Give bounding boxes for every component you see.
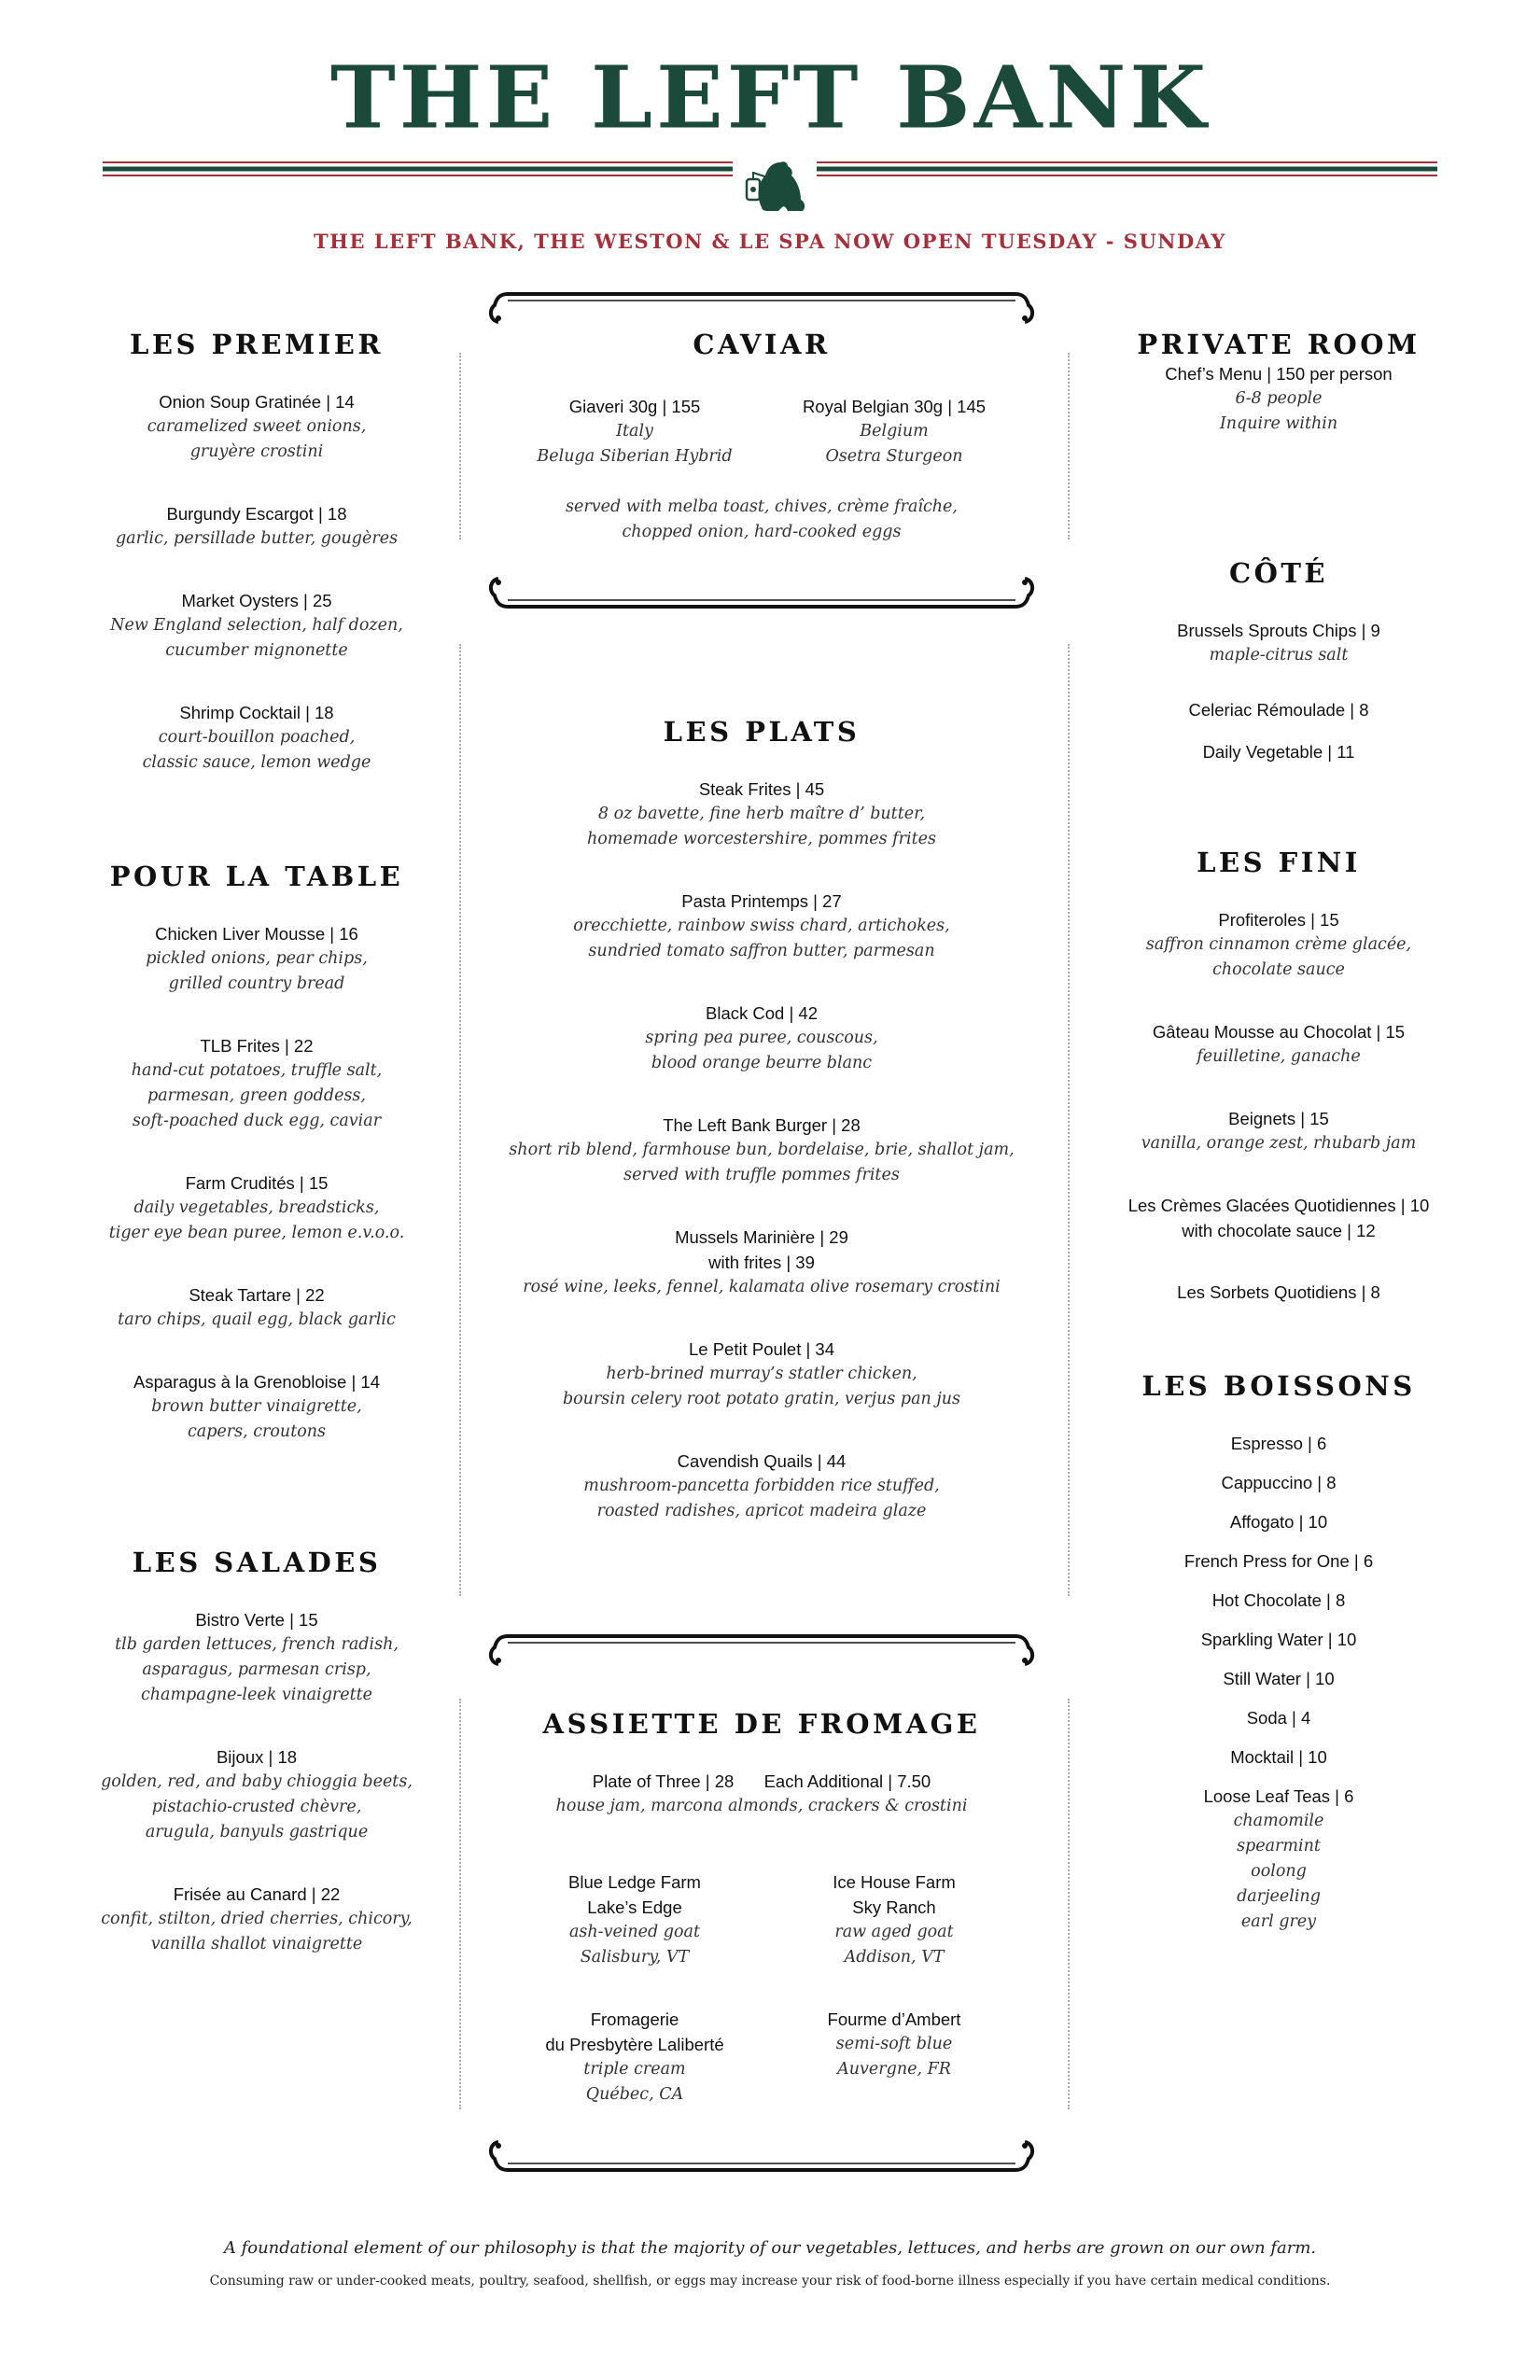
section-title: LES BOISSONS: [1141, 1370, 1416, 1402]
menu-item: [75, 389, 439, 465]
item-description: garlic, persillade butter, gougères: [115, 528, 399, 548]
item-description: triple cream: [583, 2060, 686, 2079]
menu-item: [75, 1744, 439, 1845]
item-description: chopped onion, hard-cooked eggs: [622, 523, 902, 541]
item-description: ash-veined goat: [568, 1923, 701, 1941]
item-description: house jam, marcona almonds, crackers & crostini: [555, 1796, 968, 1815]
item-description: capers, croutons: [187, 1421, 327, 1441]
item-description: court-bouillon poached,: [158, 727, 356, 747]
menu-item: [1092, 697, 1465, 722]
item-description: maple-citrus salt: [1209, 645, 1349, 665]
drink-item: Mocktail | 10: [1230, 1746, 1327, 1767]
item-name: Les Sorbets Quotidiens | 8: [1177, 1281, 1380, 1302]
drink-item: Affogato | 10: [1229, 1511, 1328, 1532]
section-title: LES PLATS: [663, 716, 861, 748]
frame-top-ornament: [485, 1627, 1038, 1670]
section-les-boissons: [1092, 1370, 1465, 1935]
item-description: champagne-leek vinaigrette: [140, 1685, 373, 1704]
item-description: New England selection, half dozen,: [110, 615, 403, 635]
item-name: Beignets | 15: [1228, 1108, 1329, 1128]
item-name: du Presbytère Laliberté: [545, 2035, 724, 2054]
item-description: Italy: [616, 422, 653, 441]
tea-item: chamomile: [1233, 1811, 1324, 1830]
item-name: Giaveri 30g | 155: [568, 397, 701, 416]
item-description: vanilla shallot vinaigrette: [150, 1934, 363, 1953]
item-description: pickled onions, pear chips,: [146, 948, 368, 968]
item-description: soft-poached duck egg, caviar: [132, 1111, 382, 1130]
item-name: Brussels Sprouts Chips | 9: [1177, 620, 1380, 640]
item-description: brown butter vinaigrette,: [151, 1396, 362, 1416]
section-title: ASSIETTE DE FROMAGE: [542, 1708, 981, 1740]
item-name: Blue Ledge Farm: [568, 1872, 701, 1892]
drink-item: Hot Chocolate | 8: [1211, 1589, 1346, 1610]
item-description: Salisbury, VT: [580, 1948, 690, 1967]
item-description: confit, stilton, dried cherries, chicory,: [101, 1909, 413, 1928]
item-description: grilled country bread: [168, 973, 345, 993]
item-description: saffron cinnamon crème glacée,: [1145, 934, 1412, 954]
item-name: Profiteroles | 15: [1218, 909, 1339, 930]
column-divider: [1068, 353, 1070, 539]
item-description: spring pea puree, couscous,: [645, 1028, 878, 1047]
item-name: Sky Ranch: [852, 1897, 936, 1917]
section-title: POUR LA TABLE: [109, 861, 404, 892]
section-title: CAVIAR: [693, 329, 831, 360]
item-description: pistachio-crusted chèvre,: [151, 1797, 362, 1816]
item-description: Addison, VT: [844, 1948, 945, 1967]
drink-item: Still Water | 10: [1223, 1668, 1335, 1688]
item-description: vanilla, orange zest, rhubarb jam: [1141, 1133, 1417, 1153]
item-name: Cavendish Quails | 44: [677, 1450, 847, 1471]
item-name: Ice House Farm: [833, 1872, 956, 1892]
column-divider: [1068, 1699, 1070, 2109]
menu-item: [75, 1882, 439, 1957]
item-description: asparagus, parmesan crisp,: [142, 1659, 371, 1679]
item-description: chocolate sauce: [1212, 959, 1345, 979]
item-name: with chocolate sauce | 12: [1182, 1220, 1376, 1240]
health-disclaimer: Consuming raw or under-cooked meats, poultry, seafood, shellfish, or eggs may increase your risk of food-borne illness especially if you have certain medical conditions.: [209, 2274, 1331, 2289]
item-name: Each Additional | 7.50: [763, 1771, 931, 1791]
menu-item: [75, 1607, 439, 1708]
item-name: Steak Tartare | 22: [189, 1284, 325, 1305]
menu-item: [1092, 739, 1465, 764]
frame-bottom-ornament: [485, 2136, 1038, 2179]
section-les-fini: [1092, 847, 1465, 1305]
frame-top-ornament: [485, 285, 1038, 328]
cheese-item: [504, 2007, 765, 2107]
item-description: taro chips, quail egg, black garlic: [118, 1309, 396, 1329]
item-description: gruyère crostini: [189, 441, 324, 461]
item-description: served with truffle pommes frites: [623, 1165, 900, 1184]
menu-item: [504, 394, 765, 469]
item-description: Belgium: [860, 422, 929, 441]
restaurant-name: THE LEFT BANK: [329, 48, 1211, 148]
menu-item: [1092, 618, 1465, 668]
menu-item: [485, 1113, 1038, 1188]
item-name: Burgundy Escargot | 18: [166, 503, 347, 524]
menu-item: [485, 1337, 1038, 1412]
philosophy-note: A foundational element of our philosophy is that the majority of our vegetables, lettuces, and herbs are grown on our own farm.: [223, 2238, 1317, 2258]
item-description: short rib blend, farmhouse bun, bordelaise, brie, shallot jam,: [509, 1140, 1015, 1159]
column-divider: [1068, 644, 1070, 1596]
tea-item: oolong: [1251, 1861, 1307, 1881]
item-description: served with melba toast, chives, crème fraîche,: [566, 497, 958, 516]
menu-item: [1092, 1193, 1465, 1243]
item-description: Osetra Sturgeon: [825, 447, 963, 466]
item-name: Steak Frites | 45: [698, 778, 825, 799]
menu-item: [1092, 1019, 1465, 1070]
drink-item: Espresso | 6: [1230, 1433, 1327, 1453]
tea-item: earl grey: [1240, 1911, 1317, 1931]
menu-item: [75, 501, 439, 552]
item-description: sundried tomato saffron butter, parmesan: [588, 941, 935, 960]
tea-heading: Loose Leaf Teas | 6: [1203, 1785, 1354, 1806]
item-description: 8 oz bavette, fine herb maître d’ butter,: [597, 804, 926, 823]
item-name: Royal Belgian 30g | 145: [802, 397, 987, 416]
item-description: blood orange beurre blanc: [651, 1053, 873, 1072]
item-description: caramelized sweet onions,: [147, 416, 367, 436]
item-description: Beluga Siberian Hybrid: [537, 447, 733, 466]
item-description: cucumber mignonette: [165, 640, 348, 660]
column-divider: [459, 353, 461, 539]
item-name: Celeriac Rémoulade | 8: [1188, 699, 1369, 720]
item-description: classic sauce, lemon wedge: [142, 752, 371, 772]
item-name: Mussels Marinière | 29: [675, 1226, 848, 1247]
section-caviar: [485, 329, 1038, 361]
item-name: Chicken Liver Mousse | 16: [155, 923, 358, 944]
item-name: Pasta Printemps | 27: [681, 890, 842, 911]
item-name: Fourme d’Ambert: [827, 2009, 961, 2029]
item-description: boursin celery root potato gratin, verjus pan jus: [562, 1389, 961, 1408]
item-name: Market Oysters | 25: [181, 590, 332, 610]
menu-item: [485, 777, 1038, 852]
section-les-plats: [485, 716, 1038, 1524]
menu-item: [75, 1033, 439, 1134]
tea-item: darjeeling: [1237, 1886, 1321, 1906]
item-description: Inquire within: [1219, 413, 1338, 433]
item-name: Le Petit Poulet | 34: [689, 1338, 834, 1359]
item-name: with frites | 39: [708, 1252, 815, 1272]
item-description: arugula, banyuls gastrique: [145, 1822, 369, 1841]
drink-item: French Press for One | 6: [1183, 1550, 1374, 1571]
item-description: 6-8 people: [1235, 388, 1323, 408]
item-name: Chef’s Menu | 150 per person: [1165, 363, 1393, 384]
item-name: Asparagus à la Grenobloise | 14: [133, 1371, 380, 1392]
announcement-banner: THE LEFT BANK, THE WESTON & LE SPA NOW OPEN TUESDAY - SUNDAY: [314, 230, 1226, 253]
item-description: daily vegetables, breadsticks,: [133, 1197, 380, 1217]
section-assiette-de-fromage: [485, 1708, 1038, 1819]
item-description: homemade worcestershire, pommes frites: [586, 829, 936, 848]
section-title: CÔTÉ: [1228, 557, 1329, 589]
section-les-salades: [75, 1547, 439, 1957]
item-name: Black Cod | 42: [706, 1002, 818, 1023]
caviar-note: [485, 495, 1038, 545]
item-description: feuilletine, ganache: [1197, 1046, 1361, 1066]
item-description: golden, red, and baby chioggia beets,: [101, 1771, 413, 1791]
item-name: Daily Vegetable | 11: [1202, 741, 1355, 762]
section-title: LES SALADES: [132, 1547, 382, 1578]
section-title: LES PREMIER: [130, 329, 384, 360]
item-name: Frisée au Canard | 22: [173, 1883, 341, 1904]
item-name: Onion Soup Gratinée | 14: [159, 391, 355, 412]
menu-item: [75, 921, 439, 997]
item-description: hand-cut potatoes, truffle salt,: [131, 1060, 383, 1080]
item-description: roasted radishes, apricot madeira glaze: [596, 1501, 927, 1520]
item-description: herb-brined murray’s statler chicken,: [606, 1364, 917, 1383]
item-description: rosé wine, leeks, fennel, kalamata olive rosemary crostini: [523, 1277, 1001, 1296]
item-description: tiger eye bean puree, lemon e.v.o.o.: [108, 1223, 405, 1242]
item-description: raw aged goat: [834, 1923, 954, 1941]
section-private-room: [1092, 329, 1465, 437]
column-divider: [459, 644, 461, 1596]
item-description: mushroom-pancetta forbidden rice stuffed,: [583, 1476, 940, 1495]
menu-item: [75, 1282, 439, 1333]
item-name: The Left Bank Burger | 28: [663, 1114, 861, 1135]
section-les-premier: [75, 329, 439, 776]
menu-item: [485, 1001, 1038, 1076]
drink-item: Soda | 4: [1246, 1707, 1311, 1728]
tea-item: spearmint: [1237, 1836, 1321, 1855]
item-name: Fromagerie: [590, 2009, 679, 2029]
header-rules: [103, 159, 1437, 215]
item-name: Bistro Verte | 15: [195, 1609, 318, 1630]
item-name: Les Crèmes Glacées Quotidiennes | 10: [1127, 1195, 1430, 1215]
item-description: parmesan, green goddess,: [147, 1085, 366, 1105]
item-name: Plate of Three | 28: [592, 1771, 735, 1791]
frame-bottom-ornament: [485, 573, 1038, 616]
menu-item: [1092, 907, 1465, 983]
menu-item: [75, 700, 439, 776]
item-description: tlb garden lettuces, french radish,: [115, 1634, 399, 1654]
item-name: Gâteau Mousse au Chocolat | 15: [1152, 1021, 1406, 1042]
item-name: Farm Crudités | 15: [185, 1172, 329, 1193]
section-title: PRIVATE ROOM: [1137, 329, 1421, 360]
item-name: TLB Frites | 22: [200, 1035, 314, 1056]
menu-item: [485, 1225, 1038, 1300]
section-title: LES FINI: [1197, 847, 1361, 878]
cheese-item: [504, 1869, 765, 1970]
menu-item: [75, 1369, 439, 1445]
menu-item: [1092, 1106, 1465, 1156]
cheese-item: [763, 2007, 1025, 2082]
menu-item: [485, 1449, 1038, 1524]
item-description: Québec, CA: [585, 2085, 684, 2104]
column-divider: [459, 1699, 461, 2109]
item-name: Bijoux | 18: [216, 1746, 298, 1767]
section-cote: [1092, 557, 1465, 764]
menu-item: [75, 1170, 439, 1246]
fromage-prices: [485, 1769, 1038, 1794]
item-description: orecchiette, rainbow swiss chard, artichokes,: [573, 916, 950, 935]
cheese-item: [763, 1869, 1025, 1970]
menu-item: [75, 588, 439, 664]
menu-item: [763, 394, 1025, 469]
section-pour-la-table: [75, 861, 439, 1445]
menu-item: [1092, 1280, 1465, 1305]
menu-item: [485, 889, 1038, 964]
drink-item: Sparkling Water | 10: [1200, 1629, 1357, 1649]
item-description: semi-soft blue: [835, 2035, 953, 2053]
item-name: Shrimp Cocktail | 18: [179, 702, 334, 722]
item-description: Auvergne, FR: [837, 2060, 951, 2079]
drink-item: Cappuccino | 8: [1221, 1472, 1337, 1492]
item-name: Lake’s Edge: [587, 1897, 682, 1917]
